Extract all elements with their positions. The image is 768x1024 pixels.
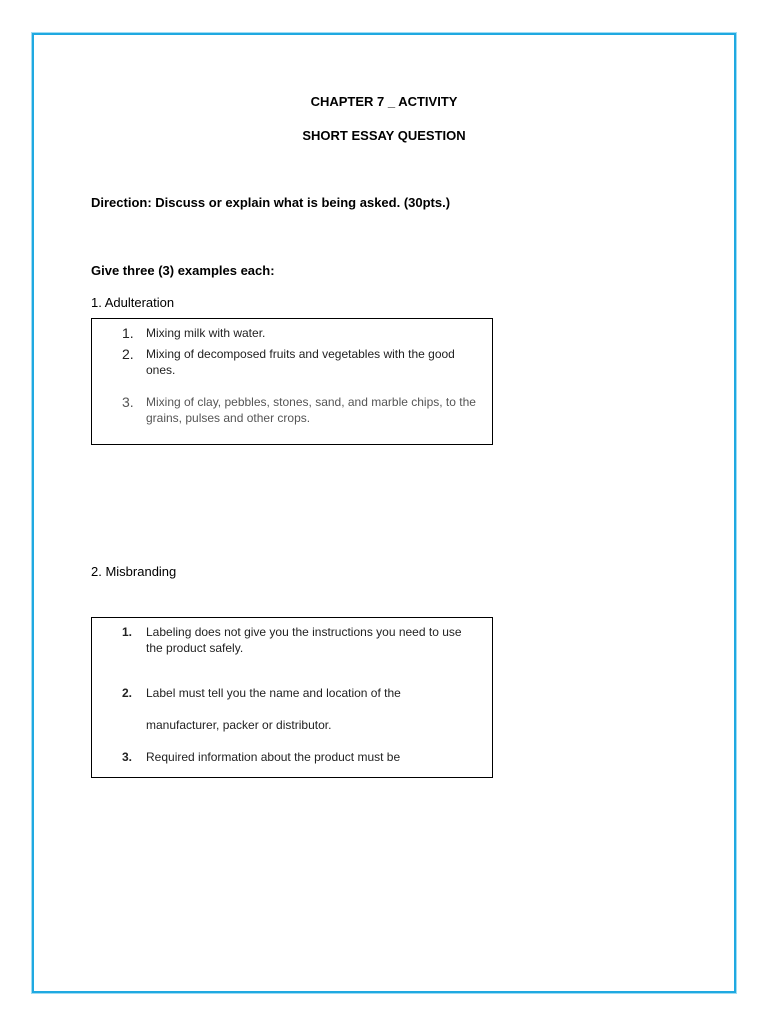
list-item-text: Mixing milk with water. (146, 326, 266, 340)
answer-box-adulteration (91, 318, 493, 445)
list-item-number: 1. (122, 625, 133, 639)
page-subtitle: SHORT ESSAY QUESTION (302, 128, 466, 143)
list-item-number: 3. (122, 750, 133, 764)
list-item-number: 2. (122, 686, 133, 700)
list-item-number: 1. (122, 325, 134, 341)
list-item-text: Required information about the product must be (146, 750, 401, 764)
list-item-text: Mixing of clay, pebbles, stones, sand, and marble chips, to the grains, pulses and other crops. (146, 395, 476, 425)
list-item-text: Labeling does not give you the instructions you need to use the product safely. (146, 625, 462, 655)
instruction-text: Give three (3) examples each: (91, 263, 275, 278)
direction-text: Direction: Discuss or explain what is being asked. (30pts.) (91, 195, 451, 210)
list-item-text: manufacturer, packer or distributor. (146, 718, 332, 732)
list-item-text: Mixing of decomposed fruits and vegetables with the good ones. (146, 347, 455, 377)
page-title: CHAPTER 7 _ ACTIVITY (310, 94, 458, 109)
list-item-text: Label must tell you the name and location of the (146, 686, 401, 700)
answer-box-misbranding (91, 617, 493, 778)
section-heading-adulteration: 1. Adulteration (91, 295, 175, 310)
page-border (32, 33, 736, 993)
list-item-number: 2. (122, 346, 134, 362)
section-heading-misbranding: 2. Misbranding (91, 564, 177, 579)
list-item-number: 3. (122, 394, 134, 410)
